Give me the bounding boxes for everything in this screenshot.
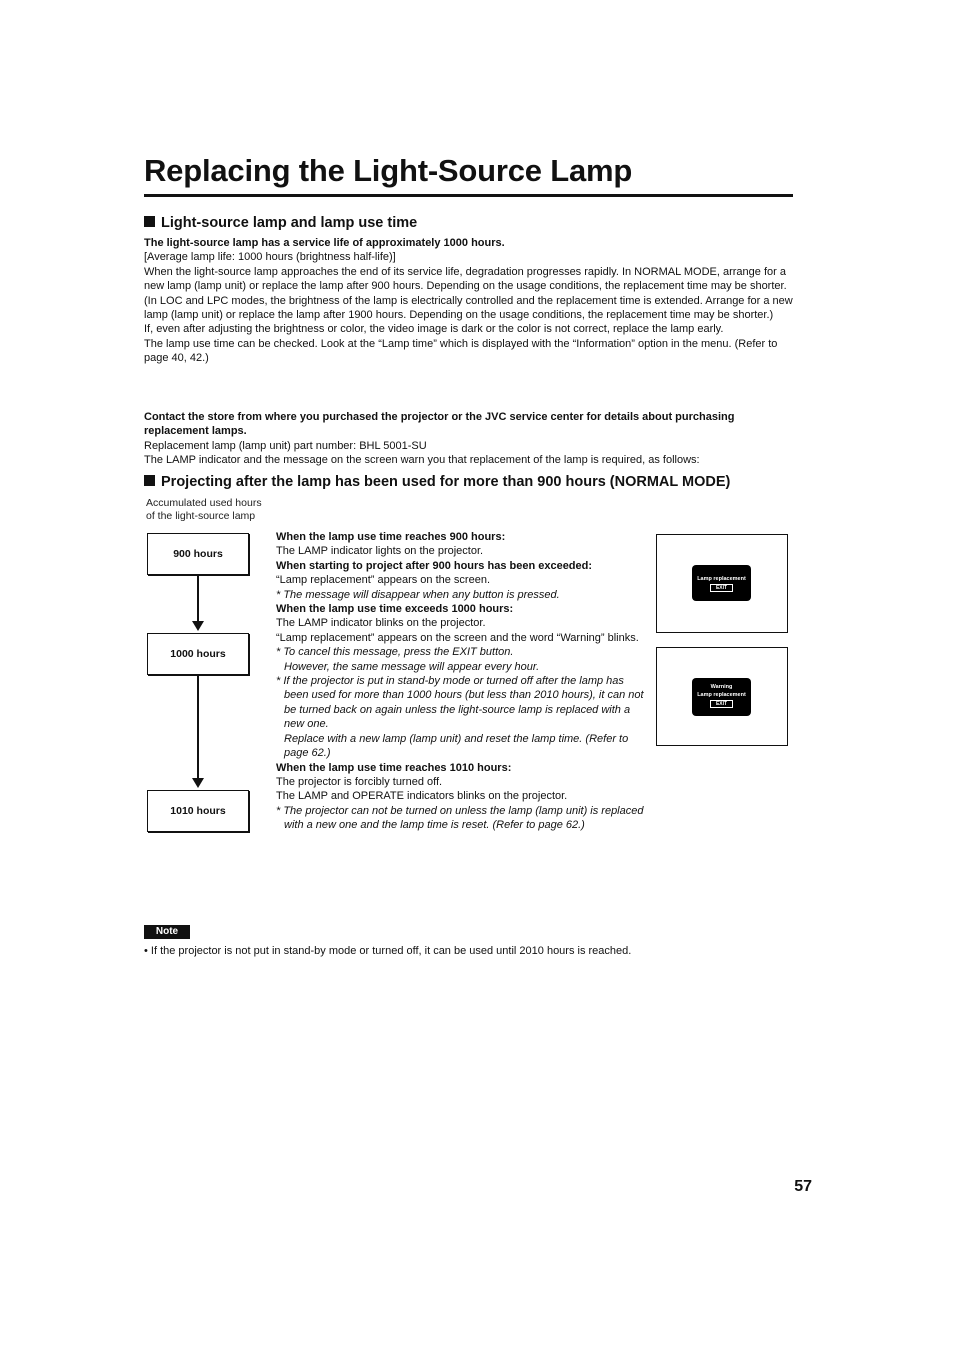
diagram-caption — [146, 497, 262, 523]
warn-line: The LAMP indicator and the message on the screen warn you that replacement of the lamp is required, as follows: — [144, 454, 700, 467]
square-bullet-icon — [144, 216, 155, 227]
step-heading: When the lamp use time exceeds 1000 hours: — [276, 603, 514, 616]
osd-text: Lamp replacement — [697, 576, 746, 582]
osd-message — [692, 678, 751, 716]
part-number: Replacement lamp (lamp unit) part number: BHL 5001-SU — [144, 439, 427, 452]
step-text: “Lamp replacement” appears on the screen. — [276, 574, 491, 587]
box-1000-hours: 1000 hours — [147, 633, 249, 675]
caption-line: Accumulated used hours — [146, 497, 262, 509]
section-heading-normal-mode — [144, 473, 804, 491]
osd-warning-text: Warning — [710, 684, 733, 690]
box-900-hours: 900 hours — [147, 533, 249, 575]
screen-warning — [656, 647, 788, 746]
step-note: * To cancel this message, press the EXIT button. — [276, 646, 514, 659]
exit-button: EXIT — [710, 584, 733, 592]
step-note: However, the same message will appear every hour. — [284, 660, 540, 673]
caption-line: of the light-source lamp — [146, 510, 256, 522]
body-line: When the light-source lamp approaches the end of its service life, degradation progresses rapidly. In NORMAL MODE, arrange for a new lamp (lamp unit) or replace the lamp after 900 hours. Depending on the usage conditions, the replacement time may be shorter. — [144, 265, 787, 293]
step-note: * The message will disappear when any button is pressed. — [276, 588, 560, 601]
step-heading: When the lamp use time reaches 1010 hours: — [276, 761, 512, 774]
body-line: (In LOC and LPC modes, the brightness of the lamp is electrically controlled and the replacement time is extended. Arrange for a new lamp (lamp unit) or replace the lamp after 1900 hours. Depending on the usage conditions, the replacement time may be shorter.) — [144, 294, 793, 322]
page-number: 57 — [794, 1178, 812, 1195]
body-line: The lamp use time can be checked. Look at the “Lamp time” which is displayed with the “Information” option in the menu. (Refer to page 40, 42.) — [144, 337, 778, 365]
step-note: * If the projector is put in stand-by mode or turned off after the lamp has been used for more than 1000 hours (but less than 2010 hours), it can not be turned back on again unless the light-source lamp is replaced with a new one. — [276, 675, 644, 731]
note-text: • If the projector is not put in stand-by mode or turned off, it can be used until 2010 hours is reached. — [144, 945, 632, 957]
exit-button: EXIT — [710, 700, 733, 708]
section-heading-text: Light-source lamp and lamp use time — [161, 215, 418, 231]
step-note: * The projector can not be turned on unless the lamp (lamp unit) is replaced with a new one and the lamp time is reset. (Refer to page 62.) — [276, 804, 644, 832]
osd-message — [692, 565, 751, 601]
contact-info — [144, 410, 794, 468]
section1-body — [144, 236, 794, 366]
screen-lamp-replacement — [656, 534, 788, 633]
page-title: Replacing the Light-Source Lamp — [144, 152, 793, 197]
steps-text — [276, 530, 648, 833]
note-label: Note — [144, 925, 190, 939]
step-text: The projector is forcibly turned off. — [276, 775, 443, 788]
step-text: The LAMP indicator blinks on the projector. — [276, 617, 486, 630]
body-line: If, even after adjusting the brightness or color, the video image is dark or the color is not correct, replace the lamp early. — [144, 323, 724, 336]
osd-text: Lamp replacement — [697, 692, 746, 698]
arrow-down-icon — [192, 621, 204, 631]
flow-line — [197, 575, 199, 623]
section-heading-lamp-use-time — [144, 214, 417, 232]
step-text: “Lamp replacement” appears on the screen and the word “Warning” blinks. — [276, 631, 639, 644]
step-text: The LAMP indicator lights on the projector. — [276, 545, 484, 558]
step-heading: When the lamp use time reaches 900 hours: — [276, 531, 506, 543]
step-heading: When starting to project after 900 hours has been exceeded: — [276, 559, 593, 572]
box-1010-hours: 1010 hours — [147, 790, 249, 832]
square-bullet-icon — [144, 475, 155, 486]
step-text: The LAMP and OPERATE indicators blinks on the projector. — [276, 790, 568, 803]
step-note: Replace with a new lamp (lamp unit) and reset the lamp time. (Refer to page 62.) — [284, 732, 629, 760]
body-line: [Average lamp life: 1000 hours (brightness half-life)] — [144, 251, 396, 264]
section-heading-text: Projecting after the lamp has been used for more than 900 hours (NORMAL MODE) — [161, 474, 731, 490]
contact-bold: Contact the store from where you purchased the projector or the JVC service center for details about purchasing replacement lamps. — [144, 411, 735, 438]
arrow-down-icon — [192, 778, 204, 788]
lamp-life-lead: The light-source lamp has a service life of approximately 1000 hours. — [144, 237, 505, 249]
flow-line — [197, 675, 199, 780]
